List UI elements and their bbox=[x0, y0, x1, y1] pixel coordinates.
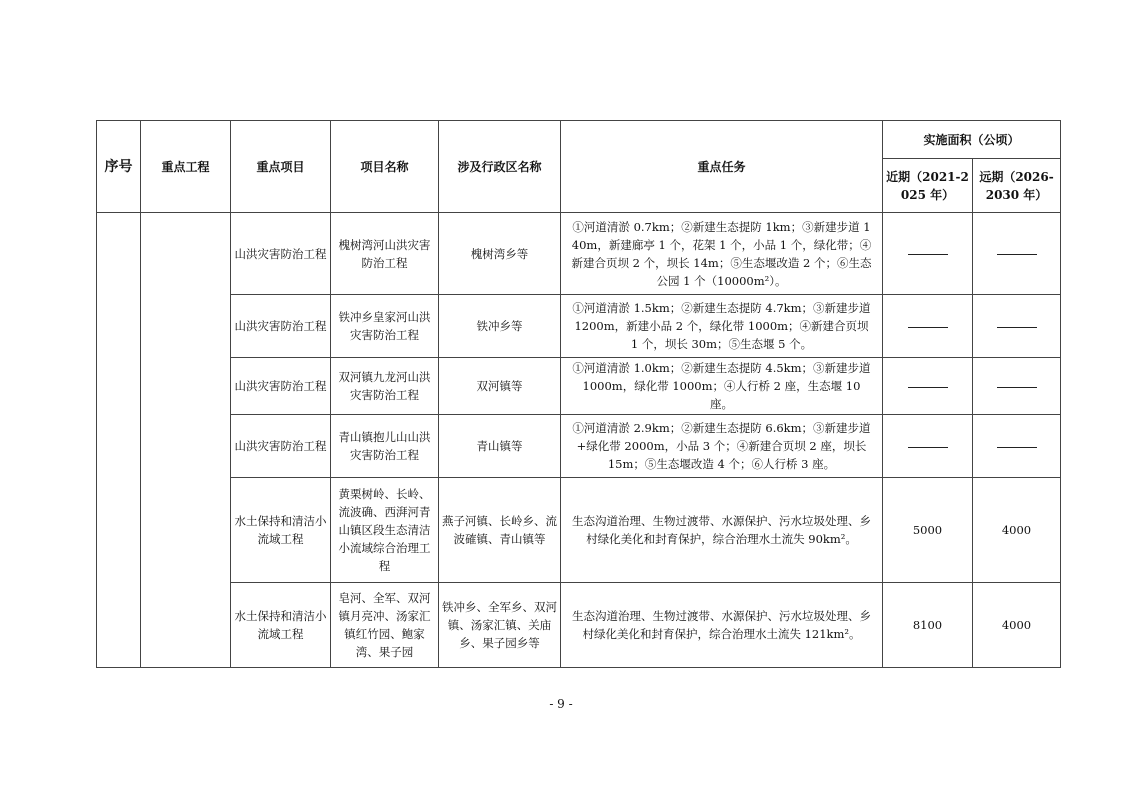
table-row bbox=[97, 213, 1061, 295]
header-region: 涉及行政区名称 bbox=[439, 121, 561, 213]
region-cell: 槐树湾乡等 bbox=[439, 213, 561, 295]
header-project-name: 项目名称 bbox=[331, 121, 439, 213]
dash-mark bbox=[908, 447, 948, 448]
key-item-cell: 水土保持和清洁小流域工程 bbox=[231, 583, 331, 668]
key-item-cell: 山洪灾害防治工程 bbox=[231, 358, 331, 415]
task-text: 生态沟道治理、生物过渡带、水源保护、污水垃圾处理、乡村绿化美化和封育保护，综合治理水土流失 90km²。 bbox=[572, 514, 871, 546]
task-text: ①河道清淤 1.5km；②新建生态提防 4.7km；③新建步道 1200m，新建小品 2 个，绿化带 1000m；④新建合页坝 1 个，坝长 30m；⑤生态堰 5 个。 bbox=[572, 301, 871, 351]
header-key-item: 重点项目 bbox=[231, 121, 331, 213]
page-number: - 9 - bbox=[549, 697, 573, 711]
near-cell: 5000 bbox=[883, 478, 973, 583]
project-name-cell: 黄栗树岭、长岭、流波确、西湃河青山镇区段生态清洁小流域综合治理工程 bbox=[331, 478, 439, 583]
key-item-cell: 水土保持和清洁小流域工程 bbox=[231, 478, 331, 583]
region-cell: 铁冲乡等 bbox=[439, 295, 561, 358]
table-row bbox=[97, 295, 1061, 358]
near-cell bbox=[883, 213, 973, 295]
seq-cell bbox=[97, 213, 141, 668]
task-cell bbox=[561, 295, 883, 358]
near-cell: 8100 bbox=[883, 583, 973, 668]
task-cell bbox=[561, 583, 883, 668]
task-text: ①河道清淤 0.7km；②新建生态提防 1km；③新建步道 140m，新建廊亭 1 个，花架 1 个，小品 1 个，绿化带；④新建合页坝 2 个，坝长 14m；⑤生态堰改造 2 个；⑥生态公园 1 个（10000m²）。 bbox=[571, 219, 872, 288]
dash-mark bbox=[908, 387, 948, 388]
project-name-cell: 双河镇九龙河山洪灾害防治工程 bbox=[331, 358, 439, 415]
near-cell bbox=[883, 358, 973, 415]
dash-mark bbox=[997, 387, 1037, 388]
task-cell bbox=[561, 478, 883, 583]
task-text: ①河道清淤 2.9km；②新建生态提防 6.6km；③新建步道+绿化带 2000m，小品 3 个；④新建合页坝 2 座，坝长 15m；⑤生态堰改造 4 个；⑥人行桥 3 座。 bbox=[572, 421, 871, 471]
region-cell: 燕子河镇、长岭乡、流波確镇、青山镇等 bbox=[439, 478, 561, 583]
region-cell: 青山镇等 bbox=[439, 415, 561, 478]
key-item-cell: 山洪灾害防治工程 bbox=[231, 213, 331, 295]
region-cell: 双河镇等 bbox=[439, 358, 561, 415]
project-name-cell: 槐树湾河山洪灾害防治工程 bbox=[331, 213, 439, 295]
header-row-1 bbox=[97, 121, 1061, 159]
far-cell bbox=[973, 358, 1061, 415]
table-row bbox=[97, 478, 1061, 583]
project-table bbox=[96, 120, 1061, 668]
key-project-cell bbox=[141, 213, 231, 668]
header-far: 远期（2026-2030 年） bbox=[973, 159, 1061, 213]
project-name-cell: 皂河、全军、双河镇月亮冲、汤家汇镇红竹园、鲍家湾、果子园 bbox=[331, 583, 439, 668]
dash-mark bbox=[908, 327, 948, 328]
dash-mark bbox=[997, 447, 1037, 448]
near-cell bbox=[883, 415, 973, 478]
dash-mark bbox=[908, 254, 948, 255]
header-task: 重点任务 bbox=[561, 121, 883, 213]
far-cell: 4000 bbox=[973, 583, 1061, 668]
project-name-cell: 青山镇抱儿山山洪灾害防治工程 bbox=[331, 415, 439, 478]
key-item-cell: 山洪灾害防治工程 bbox=[231, 415, 331, 478]
dash-mark bbox=[997, 254, 1037, 255]
task-text: 生态沟道治理、生物过渡带、水源保护、污水垃圾处理、乡村绿化美化和封育保护，综合治理水土流失 121km²。 bbox=[572, 609, 871, 641]
far-cell bbox=[973, 213, 1061, 295]
table-row bbox=[97, 358, 1061, 415]
header-key-project: 重点工程 bbox=[141, 121, 231, 213]
table-row bbox=[97, 415, 1061, 478]
key-item-cell: 山洪灾害防治工程 bbox=[231, 295, 331, 358]
header-area: 实施面积（公顷） bbox=[883, 121, 1061, 159]
task-cell bbox=[561, 213, 883, 295]
project-name-cell: 铁冲乡皇家河山洪灾害防治工程 bbox=[331, 295, 439, 358]
table-row bbox=[97, 583, 1061, 668]
far-cell bbox=[973, 415, 1061, 478]
task-cell bbox=[561, 358, 883, 415]
header-seq: 序号 bbox=[97, 121, 141, 213]
task-text: ①河道清淤 1.0km；②新建生态提防 4.5km；③新建步道 1000m，绿化带 1000m；④人行桥 2 座，生态堰 10 座。 bbox=[572, 361, 871, 411]
dash-mark bbox=[997, 327, 1037, 328]
task-cell bbox=[561, 415, 883, 478]
region-cell: 铁冲乡、全军乡、双河镇、汤家汇镇、关庙乡、果子园乡等 bbox=[439, 583, 561, 668]
near-cell bbox=[883, 295, 973, 358]
far-cell: 4000 bbox=[973, 478, 1061, 583]
header-near: 近期（2021-2025 年） bbox=[883, 159, 973, 213]
far-cell bbox=[973, 295, 1061, 358]
